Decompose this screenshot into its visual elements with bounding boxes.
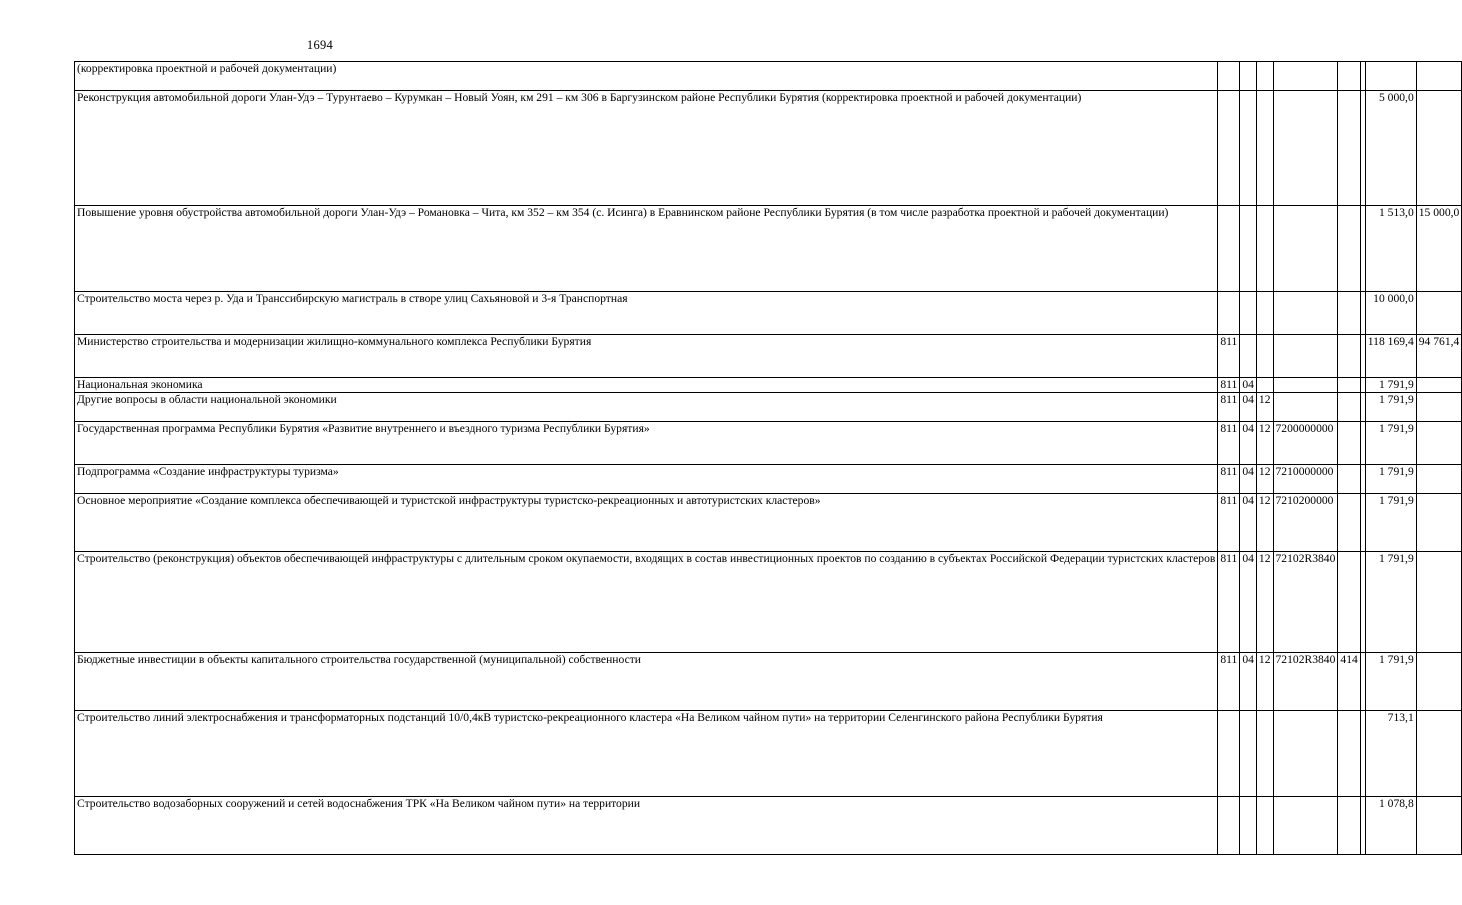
expense-type-code: 414 (1338, 653, 1360, 711)
subsection-code (1256, 378, 1273, 393)
ministry-code (1218, 62, 1240, 91)
ministry-code (1218, 206, 1240, 292)
amount-year-2 (1416, 62, 1462, 91)
section-code (1240, 292, 1257, 335)
row-description: Строительство линий электроснабжения и трансформаторных подстанций 10/0,4кВ туристско-рекреационного кластера «На Великом чайном пути» на территории Селенгинского района Республики Бурятия (75, 711, 1218, 797)
row-description: Строительство моста через р. Уда и Транссибирскую магистраль в створе улиц Сахьяновой и 3-я Транспортная (75, 292, 1218, 335)
ministry-code: 811 (1218, 653, 1240, 711)
section-code (1240, 91, 1257, 206)
target-article-code (1273, 711, 1338, 797)
row-description: Государственная программа Республики Бурятия «Развитие внутреннего и въездного туризма Республики Бурятия» (75, 422, 1218, 465)
subsection-code: 12 (1256, 393, 1273, 422)
target-article-code (1273, 797, 1338, 855)
expense-type-code (1338, 91, 1360, 206)
target-article-code: 7210000000 (1273, 465, 1338, 494)
row-description: Бюджетные инвестиции в объекты капитального строительства государственной (муниципальной) собственности (75, 653, 1218, 711)
amount-year-2: 94 761,4 (1416, 335, 1462, 378)
section-code: 04 (1240, 378, 1257, 393)
amount-year-1 (1365, 62, 1416, 91)
ministry-code (1218, 711, 1240, 797)
expense-type-code (1338, 552, 1360, 653)
expense-type-code (1338, 393, 1360, 422)
section-code: 04 (1240, 552, 1257, 653)
amount-year-2 (1416, 292, 1462, 335)
target-article-code (1273, 393, 1338, 422)
target-article-code (1273, 335, 1338, 378)
table-row (75, 292, 1462, 335)
table-row (75, 206, 1462, 292)
row-description: Реконструкция автомобильной дороги Улан-Удэ – Турунтаево – Курумкан – Новый Уоян, км 291 – км 306 в Баргузинском районе Республики Бурятия (корректировка проектной и рабочей документации) (75, 91, 1218, 206)
ministry-code (1218, 292, 1240, 335)
row-description: (корректировка проектной и рабочей документации) (75, 62, 1218, 91)
subsection-code (1256, 292, 1273, 335)
expense-type-code (1338, 494, 1360, 552)
amount-year-2 (1416, 378, 1462, 393)
expense-type-code (1338, 292, 1360, 335)
amount-year-1: 1 791,9 (1365, 494, 1416, 552)
row-description: Национальная экономика (75, 378, 1218, 393)
amount-year-2 (1416, 711, 1462, 797)
target-article-code (1273, 378, 1338, 393)
table-row (75, 797, 1462, 855)
section-code (1240, 797, 1257, 855)
amount-year-1: 713,1 (1365, 711, 1416, 797)
section-code (1240, 711, 1257, 797)
section-code (1240, 335, 1257, 378)
ministry-code: 811 (1218, 393, 1240, 422)
amount-year-2: 15 000,0 (1416, 206, 1462, 292)
amount-year-2 (1416, 552, 1462, 653)
section-code: 04 (1240, 393, 1257, 422)
ministry-code: 811 (1218, 552, 1240, 653)
section-code: 04 (1240, 465, 1257, 494)
amount-year-2 (1416, 465, 1462, 494)
amount-year-1: 1 791,9 (1365, 393, 1416, 422)
expense-type-code (1338, 62, 1360, 91)
table-row (75, 91, 1462, 206)
expense-type-code (1338, 335, 1360, 378)
amount-year-1: 1 513,0 (1365, 206, 1416, 292)
expense-type-code (1338, 378, 1360, 393)
subsection-code: 12 (1256, 422, 1273, 465)
target-article-code (1273, 91, 1338, 206)
amount-year-2 (1416, 393, 1462, 422)
amount-year-1: 118 169,4 (1365, 335, 1416, 378)
row-description: Строительство водозаборных сооружений и сетей водоснабжения ТРК «На Великом чайном пути» на территории (75, 797, 1218, 855)
budget-table (74, 61, 1462, 855)
amount-year-2 (1416, 91, 1462, 206)
table-row (75, 62, 1462, 91)
row-description: Подпрограмма «Создание инфраструктуры туризма» (75, 465, 1218, 494)
subsection-code (1256, 62, 1273, 91)
expense-type-code (1338, 465, 1360, 494)
target-article-code (1273, 206, 1338, 292)
page-number: 1694 (306, 38, 334, 52)
subsection-code (1256, 797, 1273, 855)
ministry-code (1218, 797, 1240, 855)
table-row (75, 378, 1462, 393)
amount-year-2 (1416, 422, 1462, 465)
section-code: 04 (1240, 422, 1257, 465)
expense-type-code (1338, 797, 1360, 855)
row-description: Строительство (реконструкция) объектов обеспечивающей инфраструктуры с длительным сроком окупаемости, входящих в состав инвестиционных проектов по созданию в субъектах Российской Федерации туристских кластеров (75, 552, 1218, 653)
table-row (75, 393, 1462, 422)
table-row (75, 653, 1462, 711)
ministry-code (1218, 91, 1240, 206)
target-article-code: 72102R3840 (1273, 552, 1338, 653)
subsection-code: 12 (1256, 465, 1273, 494)
subsection-code (1256, 206, 1273, 292)
subsection-code (1256, 335, 1273, 378)
amount-year-1: 1 791,9 (1365, 422, 1416, 465)
amount-year-1: 10 000,0 (1365, 292, 1416, 335)
table-row (75, 422, 1462, 465)
section-code (1240, 206, 1257, 292)
ministry-code: 811 (1218, 335, 1240, 378)
subsection-code (1256, 91, 1273, 206)
ministry-code: 811 (1218, 378, 1240, 393)
amount-year-2 (1416, 653, 1462, 711)
amount-year-1: 1 791,9 (1365, 378, 1416, 393)
subsection-code: 12 (1256, 552, 1273, 653)
section-code: 04 (1240, 494, 1257, 552)
ministry-code: 811 (1218, 465, 1240, 494)
table-row (75, 335, 1462, 378)
amount-year-1: 1 791,9 (1365, 552, 1416, 653)
section-code: 04 (1240, 653, 1257, 711)
subsection-code: 12 (1256, 494, 1273, 552)
row-description: Повышение уровня обустройства автомобильной дороги Улан-Удэ – Романовка – Чита, км 352 – км 354 (с. Исинга) в Еравнинском районе Республики Бурятия (в том числе разработка проектной и рабочей документации) (75, 206, 1218, 292)
amount-year-2 (1416, 797, 1462, 855)
row-description: Другие вопросы в области национальной экономики (75, 393, 1218, 422)
expense-type-code (1338, 422, 1360, 465)
row-description: Основное мероприятие «Создание комплекса обеспечивающей и туристской инфраструктуры туристско-рекреационных и автотуристских кластеров» (75, 494, 1218, 552)
subsection-code (1256, 711, 1273, 797)
table-body (75, 62, 1462, 855)
amount-year-1: 1 791,9 (1365, 465, 1416, 494)
table-row (75, 494, 1462, 552)
ministry-code: 811 (1218, 422, 1240, 465)
target-article-code: 72102R3840 (1273, 653, 1338, 711)
ministry-code: 811 (1218, 494, 1240, 552)
expense-type-code (1338, 206, 1360, 292)
amount-year-1: 5 000,0 (1365, 91, 1416, 206)
table-row (75, 552, 1462, 653)
amount-year-1: 1 791,9 (1365, 653, 1416, 711)
amount-year-2 (1416, 494, 1462, 552)
target-article-code (1273, 292, 1338, 335)
target-article-code (1273, 62, 1338, 91)
subsection-code: 12 (1256, 653, 1273, 711)
row-description: Министерство строительства и модернизации жилищно-коммунального комплекса Республики Бурятия (75, 335, 1218, 378)
table-row (75, 465, 1462, 494)
target-article-code: 7200000000 (1273, 422, 1338, 465)
expense-type-code (1338, 711, 1360, 797)
amount-year-1: 1 078,8 (1365, 797, 1416, 855)
section-code (1240, 62, 1257, 91)
table-row (75, 711, 1462, 797)
target-article-code: 7210200000 (1273, 494, 1338, 552)
